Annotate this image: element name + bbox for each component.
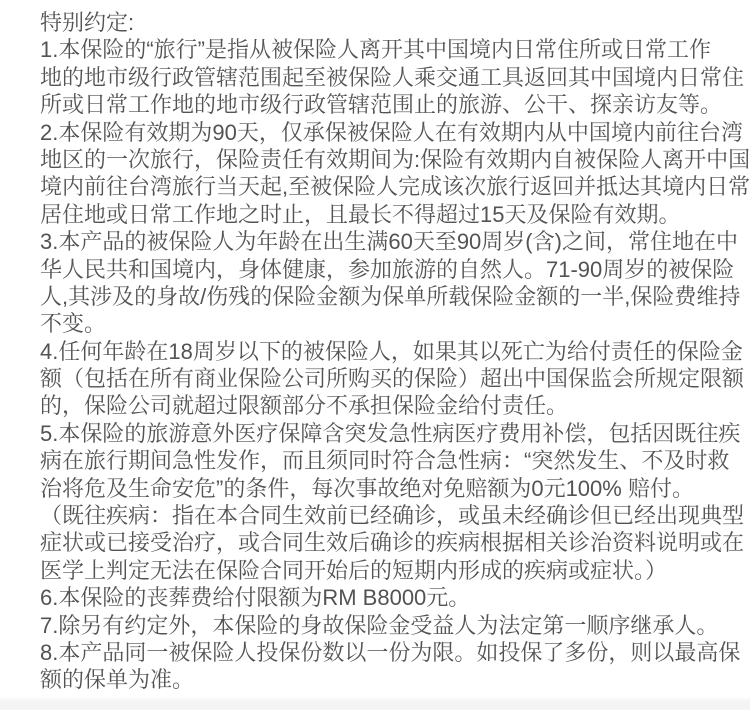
clause-line: 所或日常工作地的地市级行政管辖范围止的旅游、公干、探亲访友等。 xyxy=(40,92,723,118)
clause-5-medical-coverage xyxy=(40,420,750,584)
clause-line: 华人民共和国境内，身体健康，参加旅游的自然人。71-90周岁的被保险 xyxy=(40,256,735,282)
clause-2-validity-period xyxy=(40,119,750,229)
clause-line: 1.本保险的“旅行”是指从被保险人离开其中国境内日常住所或日常工作 xyxy=(40,37,712,63)
clause-line: 症状或已接受治疗，或合同生效后确诊的疾病根据相关诊治资料说明或在 xyxy=(40,530,745,556)
clause-line: 3.本产品的被保险人为年龄在出生满60天至90周岁(含)之间，常住地在中 xyxy=(40,229,738,255)
clause-line: 人,其涉及的身故/伤残的保险金额为保单所载保险金额的一半,保险费维持 xyxy=(40,283,741,309)
clause-6-funeral-expense-limit xyxy=(40,584,750,611)
clause-line: 6.本保险的丧葬费给付限额为RM B8000元。 xyxy=(40,585,471,611)
clause-line: 5.本保险的旅游意外医疗保障含突发急性病医疗费用补偿，包括因既往疾 xyxy=(40,420,741,446)
clause-line: 4.任何年龄在18周岁以下的被保险人，如果其以死亡为给付责任的保险金 xyxy=(40,338,743,364)
clause-line: 的，保险公司就超过限额部分不承担保险金给付责任。 xyxy=(40,393,569,419)
clause-line: 境内前往台湾旅行当天起,至被保险人完成该次旅行返回并抵达其境内日常 xyxy=(40,174,750,200)
clause-line: 病在旅行期间急性发作，而且须同时符合急性病：“突然发生、不及时救 xyxy=(40,448,730,474)
next-section-divider xyxy=(0,697,750,710)
clause-line: 居住地或日常工作地之时止，且最长不得超过15天及保险有效期。 xyxy=(40,201,681,227)
clause-line: 不变。 xyxy=(40,311,107,337)
clause-line: 医学上判定无法在保险合同开始后的短期内形成的疾病或症状。） xyxy=(40,557,668,583)
clause-line: 地的地市级行政管辖范围起至被保险人乘交通工具返回其中国境内日常住 xyxy=(40,64,745,90)
clause-line: 7.除另有约定外，本保险的身故保险金受益人为法定第一顺序继承人。 xyxy=(40,612,719,638)
clause-3-insured-age-range xyxy=(40,228,750,338)
clause-7-beneficiary xyxy=(40,612,750,639)
clause-8-one-policy-limit xyxy=(40,639,750,694)
clause-line: 额（包括在所有商业保险公司所购买的保险）超出中国保监会所规定限额 xyxy=(40,366,745,392)
clause-4-minor-death-benefit-limit xyxy=(40,338,750,420)
clause-1-travel-definition xyxy=(40,36,750,118)
clause-line: 治将危及生命安危”的条件，每次事故绝对免赔额为0元100% 赔付。 xyxy=(40,475,694,501)
clause-line: 2.本保险有效期为90天，仅承保被保险人在有效期内从中国境内前往台湾 xyxy=(40,119,743,145)
clause-line: 8.本产品同一被保险人投保份数以一份为限。如投保了多份，则以最高保 xyxy=(40,639,741,665)
clause-line: 额的保单为准。 xyxy=(40,667,195,693)
document-title: 特别约定: xyxy=(40,10,135,35)
clause-line: 地区的一次旅行，保险责任有效期间为:保险有效期内自被保险人离开中国 xyxy=(40,146,750,172)
clause-line: （既往疾病：指在本合同生效前已经确诊，或虽未经确诊但已经出现典型 xyxy=(40,503,745,529)
